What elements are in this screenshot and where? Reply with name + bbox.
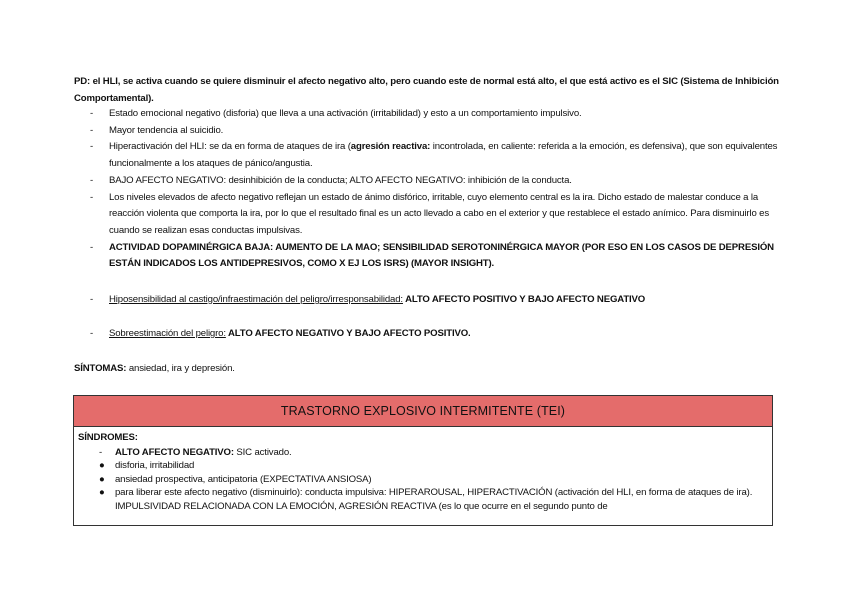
list-item: - ACTIVIDAD DOPAMINÉRGICA BAJA: AUMENTO DE LA MAO; SENSIBILIDAD SEROTONINÉRGICA MAYOR (POR ESO EN LOS CASOS DE DEPRESIÓN ESTÁN INDICADOS LOS ANTIDEPRESIVOS, COMO X EJ LOS ISRS) (MAYOR INSIGHT). <box>90 241 774 270</box>
dash-marker: - <box>90 294 94 305</box>
list-item: - Estado emocional negativo (disforia) que lleva a una activación (irritabilidad) y esto a un comportamiento impulsivo. <box>74 106 784 123</box>
hyposensitivity-item <box>74 292 784 309</box>
list-item: - BAJO AFECTO NEGATIVO: desinhibición de la conducta; ALTO AFECTO NEGATIVO: inhibición de la conducta. <box>74 173 784 190</box>
list-item: - Sobreestimación del peligro: ALTO AFECTO NEGATIVO Y BAJO AFECTO POSITIVO. <box>74 326 784 343</box>
dash-marker: - <box>90 191 94 203</box>
list-item: ● ansiedad prospectiva, anticipatoria (EXPECTATIVA ANSIOSA) <box>99 473 372 485</box>
tei-table <box>73 395 773 526</box>
list-item: ● para liberar este afecto negativo (disminuirlo): conducta impulsiva: HIPERAROUSAL, HIPERACTIVACIÓN (activación del HLI, en forma de ataques de ira). IMPULSIVIDAD RELACIONADA CON LA EMOCIÓN, AGRESIÓN REACTIVA (es lo que ocurre en el segundo punto de <box>99 487 753 512</box>
tei-body <box>74 427 772 513</box>
list-item: - Los niveles elevados de afecto negativo reflejan un estado de ánimo disfórico, irritable, cuyo elemento central es la ira. Dicho estado de malestar conduce a la reacción violenta que comporta la ira, por lo que el resultado final es un acto llevado a cabo en el exterior y que restablece el estado anímico. Para disminuirlo es cuando se realizan esas conductas impulsivas. <box>90 191 769 236</box>
dash-marker: - <box>90 241 94 253</box>
dash-marker: - <box>90 124 94 136</box>
dash-marker: - <box>90 328 94 339</box>
bullet-list <box>74 106 784 273</box>
list-item: - Hiposensibilidad al castigo/infraestimación del peligro/irresponsabilidad: ALTO AFECTO POSITIVO Y BAJO AFECTO NEGATIVO <box>74 292 784 309</box>
sindromes-label: SÍNDROMES: <box>78 432 138 443</box>
bullet-marker: ● <box>99 487 105 499</box>
list-item: ● disforia, irritabilidad <box>99 460 195 472</box>
list-item: - Mayor tendencia al suicidio. <box>74 123 784 140</box>
intro-paragraph: PD: el HLI, se activa cuando se quiere disminuir el afecto negativo alto, pero cuando este de normal está alto, el que está activo es el SIC (Sistema de Inhibición Comportamental). <box>74 76 779 104</box>
dash-marker: - <box>90 174 94 186</box>
dash-marker: - <box>99 446 103 458</box>
bullet-marker: ● <box>99 460 105 472</box>
list-item: - Hiperactivación del HLI: se da en forma de ataques de ira (agresión reactiva: incontrolada, en caliente: referida a la emoción, es defensiva), que son equivalentes funcionalmente a los ataques de pánico/angustia. <box>90 141 778 170</box>
bullet-marker: ● <box>99 473 105 485</box>
dash-marker: - <box>90 108 94 119</box>
tei-title: TRASTORNO EXPLOSIVO INTERMITENTE (TEI) <box>74 396 772 427</box>
overestimation-item <box>74 326 784 343</box>
sintomas-line: SÍNTOMAS: ansiedad, ira y depresión. <box>74 363 235 374</box>
sindromes-list <box>78 446 768 514</box>
dash-marker: - <box>90 141 94 153</box>
list-item: - ALTO AFECTO NEGATIVO: SIC activado. <box>99 446 292 458</box>
